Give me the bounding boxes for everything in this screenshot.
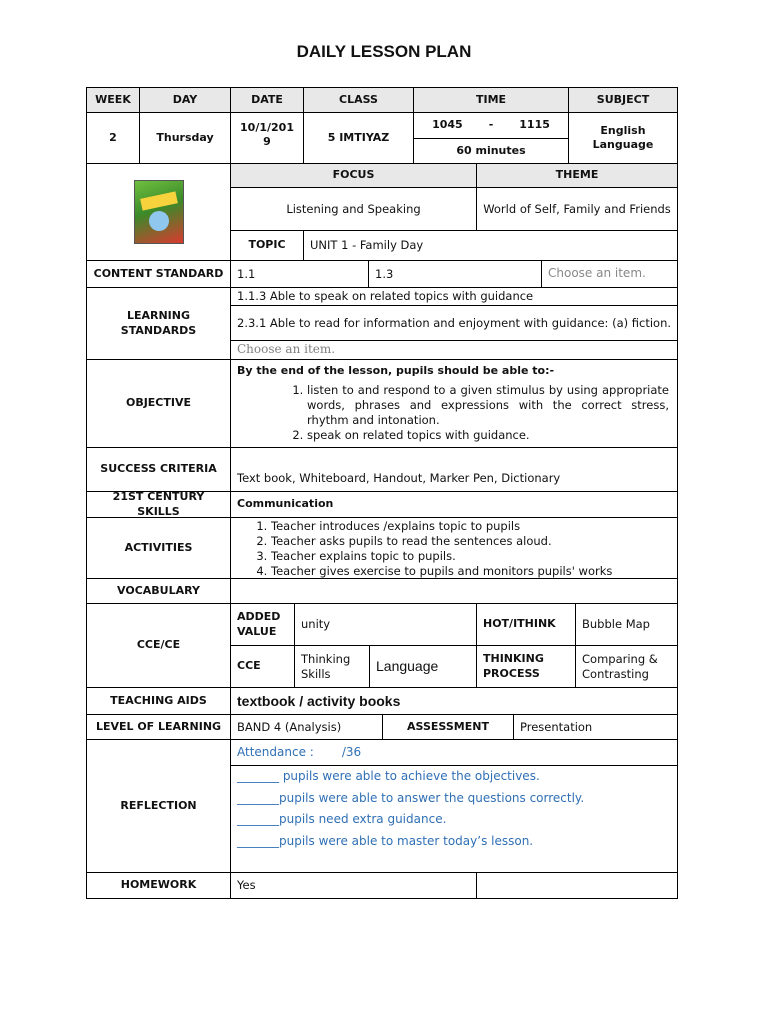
reflection-line: _______pupils need extra guidance. (237, 812, 447, 827)
success-criteria-label: SUCCESS CRITERIA (86, 447, 231, 492)
activity-item: 1. Teacher introduces /explains topic to pupils (271, 519, 612, 534)
topic-value: UNIT 1 - Family Day (303, 230, 678, 261)
time-end: 1115 (519, 118, 550, 132)
time-start: 1045 (432, 118, 463, 132)
day-value: Thursday (139, 112, 231, 164)
objective-item: 1. listen to and respond to a given stimulus by using appropriate words, phrases and expressions with the correct stress, rhythm and intonation. (307, 383, 669, 428)
content-standard-label: CONTENT STANDARD (86, 260, 231, 288)
learning-standard-2: 2.3.1 Able to read for information and enjoyment with guidance: (a) fiction. (230, 305, 678, 341)
attendance-row (230, 739, 678, 766)
focus-header: FOCUS (230, 163, 477, 188)
reflection-content (230, 765, 678, 873)
learning-standards-label: LEARNING STANDARDS (86, 287, 231, 360)
date-header: DATE (230, 87, 304, 113)
teaching-aids-label: TEACHING AIDS (86, 687, 231, 715)
attendance-total: /36 (341, 744, 362, 759)
cce-sub-label: CCE (230, 645, 295, 688)
objective-label: OBJECTIVE (86, 359, 231, 448)
time-separator: - (488, 118, 494, 132)
date-value (230, 112, 304, 164)
homework-label: HOMEWORK (86, 872, 231, 899)
topic-label: TOPIC (230, 230, 304, 261)
level-of-learning-value: BAND 4 (Analysis) (230, 714, 383, 740)
subject-value: English Language (568, 112, 678, 164)
objective-content (230, 359, 678, 448)
cce-value-2: Language (369, 645, 477, 688)
homework-extra (476, 872, 678, 899)
objective-intro: By the end of the lesson, pupils should be able to:- (237, 364, 555, 377)
reflection-line: _______pupils were able to master today’s lesson. (237, 833, 534, 848)
content-standard-dropdown[interactable]: Choose an item. (541, 260, 678, 288)
level-of-learning-label: LEVEL OF LEARNING (86, 714, 231, 740)
week-value: 2 (86, 112, 140, 164)
date-text: 10/1/2019 (240, 121, 294, 149)
theme-value: World of Self, Family and Friends (476, 187, 678, 231)
objective-item: 2. speak on related topics with guidance. (307, 428, 669, 443)
day-header: DAY (139, 87, 231, 113)
learning-standard-dropdown[interactable]: Choose an item. (230, 340, 678, 360)
week-header: WEEK (86, 87, 140, 113)
century-skills-label: 21ST CENTURY SKILLS (86, 491, 231, 518)
assessment-value: Presentation (513, 714, 678, 740)
vocabulary-label: VOCABULARY (86, 578, 231, 604)
reflection-label: REFLECTION (86, 739, 231, 873)
class-value: 5 IMTIYAZ (303, 112, 414, 164)
assessment-label: ASSESSMENT (382, 714, 514, 740)
time-header: TIME (413, 87, 569, 113)
activity-item: 4. Teacher gives exercise to pupils and monitors pupils' works (271, 564, 612, 579)
activity-item: 2. Teacher asks pupils to read the sentences aloud. (271, 534, 612, 549)
cce-label: CCE/CE (86, 603, 231, 688)
time-range (413, 112, 569, 139)
added-value-label: ADDED VALUE (230, 603, 295, 646)
teaching-aids-value: textbook / activity books (230, 687, 678, 715)
theme-header: THEME (476, 163, 678, 188)
activities-content (230, 517, 678, 579)
cce-value: Thinking Skills (294, 645, 370, 688)
content-standard-2: 1.3 (368, 260, 542, 288)
duration: 60 minutes (413, 138, 569, 164)
thinking-process-label: THINKING PROCESS (476, 645, 576, 688)
textbook-cover-cell (86, 163, 231, 261)
learning-standard-1: 1.1.3 Able to speak on related topics with guidance (230, 287, 678, 306)
focus-value: Listening and Speaking (230, 187, 477, 231)
reflection-line: _______ pupils were able to achieve the objectives. (237, 769, 540, 783)
success-criteria-value: Text book, Whiteboard, Handout, Marker Pen, Dictionary (230, 447, 678, 492)
added-value: unity (294, 603, 477, 646)
hot-ithink-value: Bubble Map (575, 603, 678, 646)
vocabulary-value (230, 578, 678, 604)
class-header: CLASS (303, 87, 414, 113)
homework-value: Yes (230, 872, 477, 899)
page-title: DAILY LESSON PLAN (296, 42, 472, 61)
thinking-process-value: Comparing & Contrasting (575, 645, 678, 688)
activity-item: 3. Teacher explains topic to pupils. (271, 549, 612, 564)
reflection-line: _______pupils were able to answer the questions correctly. (237, 790, 585, 805)
attendance-label: Attendance : (237, 744, 314, 759)
hot-ithink-label: HOT/ITHINK (476, 603, 576, 646)
subject-header: SUBJECT (568, 87, 678, 113)
textbook-cover-image (134, 180, 184, 244)
activities-label: ACTIVITIES (86, 517, 231, 579)
century-skills-value: Communication (230, 491, 678, 518)
content-standard-1: 1.1 (230, 260, 369, 288)
